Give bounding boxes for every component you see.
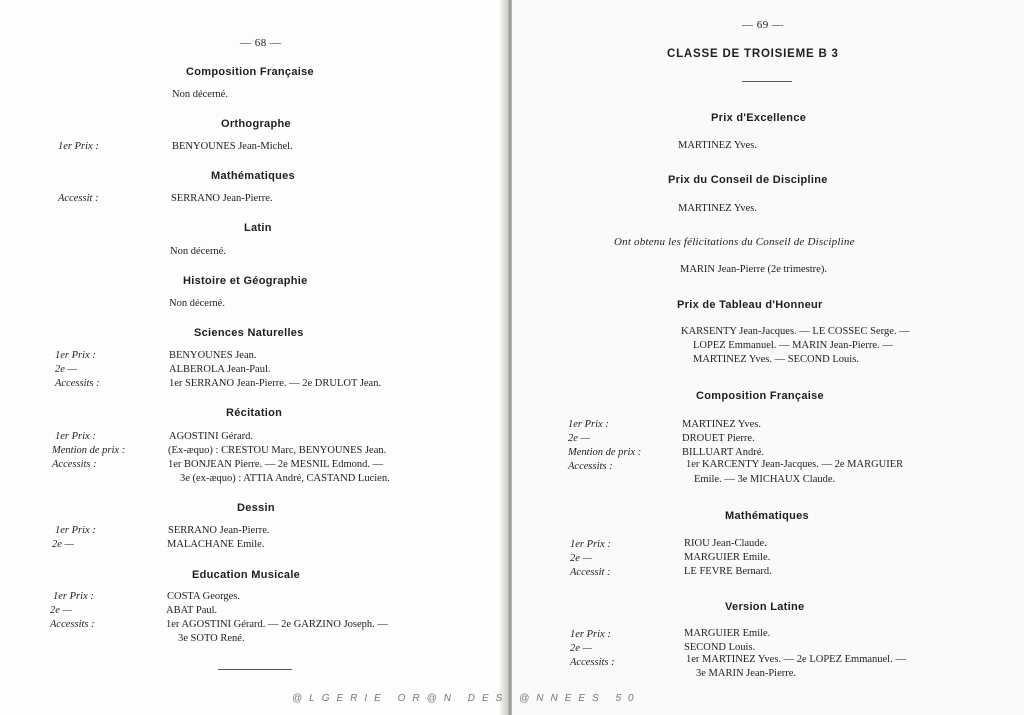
entry-text: LOPEZ Emmanuel. — MARIN Jean-Pierre. — bbox=[693, 340, 893, 351]
entry-text: BILLUART André. bbox=[682, 447, 765, 458]
entry-label: Mention de prix : bbox=[52, 445, 126, 456]
entry-text: BENYOUNES Jean-Michel. bbox=[172, 141, 293, 152]
entry-text: MARGUIER Emile. bbox=[684, 628, 771, 639]
section-heading: Composition Française bbox=[186, 66, 314, 78]
left-page bbox=[0, 0, 508, 715]
entry-text: MARIN Jean-Pierre (2e trimestre). bbox=[680, 264, 827, 275]
entry-label: 1er Prix : bbox=[570, 539, 611, 550]
section-heading: Dessin bbox=[237, 502, 275, 514]
entry-text: Non décerné. bbox=[169, 298, 225, 309]
entry-label: Accessits : bbox=[50, 619, 95, 630]
right-page bbox=[512, 0, 1024, 715]
entry-label: Accessits : bbox=[568, 461, 613, 472]
divider-rule bbox=[742, 81, 792, 82]
entry-text: MARTINEZ Yves. — SECOND Louis. bbox=[693, 354, 859, 365]
entry-text: KARSENTY Jean-Jacques. — LE COSSEC Serge. — bbox=[681, 326, 910, 337]
entry-text: ABAT Paul. bbox=[166, 605, 218, 616]
section-heading: Education Musicale bbox=[192, 569, 301, 581]
entry-text: (Ex-æquo) : CRESTOU Marc, BENYOUNES Jean. bbox=[168, 445, 387, 456]
section-heading: Composition Française bbox=[696, 390, 824, 402]
entry-text: 1er BONJEAN Pierre. — 2e MESNIL Edmond. — bbox=[168, 459, 384, 470]
entry-text: AGOSTINI Gérard. bbox=[169, 431, 253, 442]
entry-text: COSTA Georges. bbox=[167, 591, 241, 602]
entry-text: SECOND Louis. bbox=[684, 642, 756, 653]
entry-label: 2e — bbox=[52, 539, 74, 550]
class-title: CLASSE DE TROISIEME B 3 bbox=[667, 48, 839, 60]
entry-text: RIOU Jean-Claude. bbox=[684, 538, 767, 549]
entry-text: MARGUIER Emile. bbox=[684, 552, 771, 563]
entry-text: BENYOUNES Jean. bbox=[169, 350, 257, 361]
section-heading: Prix d'Excellence bbox=[711, 112, 807, 124]
entry-label: Accessits : bbox=[55, 378, 100, 389]
entry-text: MARTINEZ Yves. bbox=[678, 140, 758, 151]
entry-text: Non décerné. bbox=[172, 89, 228, 100]
entry-label: Accessit : bbox=[58, 193, 99, 204]
entry-label: 1er Prix : bbox=[55, 525, 96, 536]
entry-label: 1er Prix : bbox=[568, 419, 609, 430]
divider-rule bbox=[218, 669, 292, 670]
entry-label: 1er Prix : bbox=[55, 350, 96, 361]
entry-label: 2e — bbox=[570, 553, 592, 564]
entry-text: 1er AGOSTINI Gérard. — 2e GARZINO Joseph. — bbox=[166, 619, 388, 630]
section-heading: Mathématiques bbox=[725, 510, 809, 522]
watermark: @LGERIE OR@N DES @NNEES 50 bbox=[292, 693, 641, 704]
entry-text: ALBEROLA Jean-Paul. bbox=[169, 364, 271, 375]
entry-text: 1er SERRANO Jean-Pierre. — 2e DRULOT Jean. bbox=[169, 378, 382, 389]
entry-text: LE FEVRE Bernard. bbox=[684, 566, 772, 577]
entry-label: Accessit : bbox=[570, 567, 611, 578]
entry-text: MALACHANE Emile. bbox=[167, 539, 265, 550]
entry-text: 3e (ex-æquo) : ATTIA André, CASTAND Lucien. bbox=[180, 473, 390, 484]
section-heading: Prix du Conseil de Discipline bbox=[668, 174, 828, 186]
entry-text: 3e MARIN Jean-Pierre. bbox=[696, 668, 797, 679]
section-heading: Orthographe bbox=[221, 118, 291, 130]
entry-label: 1er Prix : bbox=[55, 431, 96, 442]
entry-label: 2e — bbox=[50, 605, 72, 616]
entry-text: Emile. — 3e MICHAUX Claude. bbox=[694, 474, 836, 485]
entry-text: MARTINEZ Yves. bbox=[678, 203, 758, 214]
section-heading: Récitation bbox=[226, 407, 283, 419]
entry-text: DROUET Pierre. bbox=[682, 433, 755, 444]
entry-text: SERRANO Jean-Pierre. bbox=[168, 525, 270, 536]
entry-label: 2e — bbox=[568, 433, 590, 444]
entry-text: 1er KARCENTY Jean-Jacques. — 2e MARGUIER bbox=[686, 459, 904, 470]
section-heading: Histoire et Géographie bbox=[183, 275, 308, 287]
entry-label: 1er Prix : bbox=[570, 629, 611, 640]
entry-text: SERRANO Jean-Pierre. bbox=[171, 193, 273, 204]
entry-label: Accessits : bbox=[570, 657, 615, 668]
entry-label: Accessits : bbox=[52, 459, 97, 470]
entry-text: 3e SOTO René. bbox=[178, 633, 245, 644]
entry-text: 1er MARTINEZ Yves. — 2e LOPEZ Emmanuel. — bbox=[686, 654, 906, 665]
page-number: — 68 — bbox=[240, 37, 282, 49]
section-heading: Prix de Tableau d'Honneur bbox=[677, 299, 823, 311]
section-heading: Sciences Naturelles bbox=[194, 327, 304, 339]
entry-label: 2e — bbox=[55, 364, 77, 375]
section-heading: Ont obtenu les félicitations du Conseil de Discipline bbox=[614, 236, 855, 248]
section-heading: Latin bbox=[244, 222, 272, 234]
entry-label: 2e — bbox=[570, 643, 592, 654]
entry-text: MARTINEZ Yves. bbox=[682, 419, 762, 430]
section-heading: Mathématiques bbox=[211, 170, 295, 182]
entry-label: 1er Prix : bbox=[58, 141, 99, 152]
page-number: — 69 — bbox=[742, 19, 784, 31]
entry-label: Mention de prix : bbox=[568, 447, 642, 458]
section-heading: Version Latine bbox=[725, 601, 805, 613]
entry-label: 1er Prix : bbox=[53, 591, 94, 602]
entry-text: Non décerné. bbox=[170, 246, 226, 257]
